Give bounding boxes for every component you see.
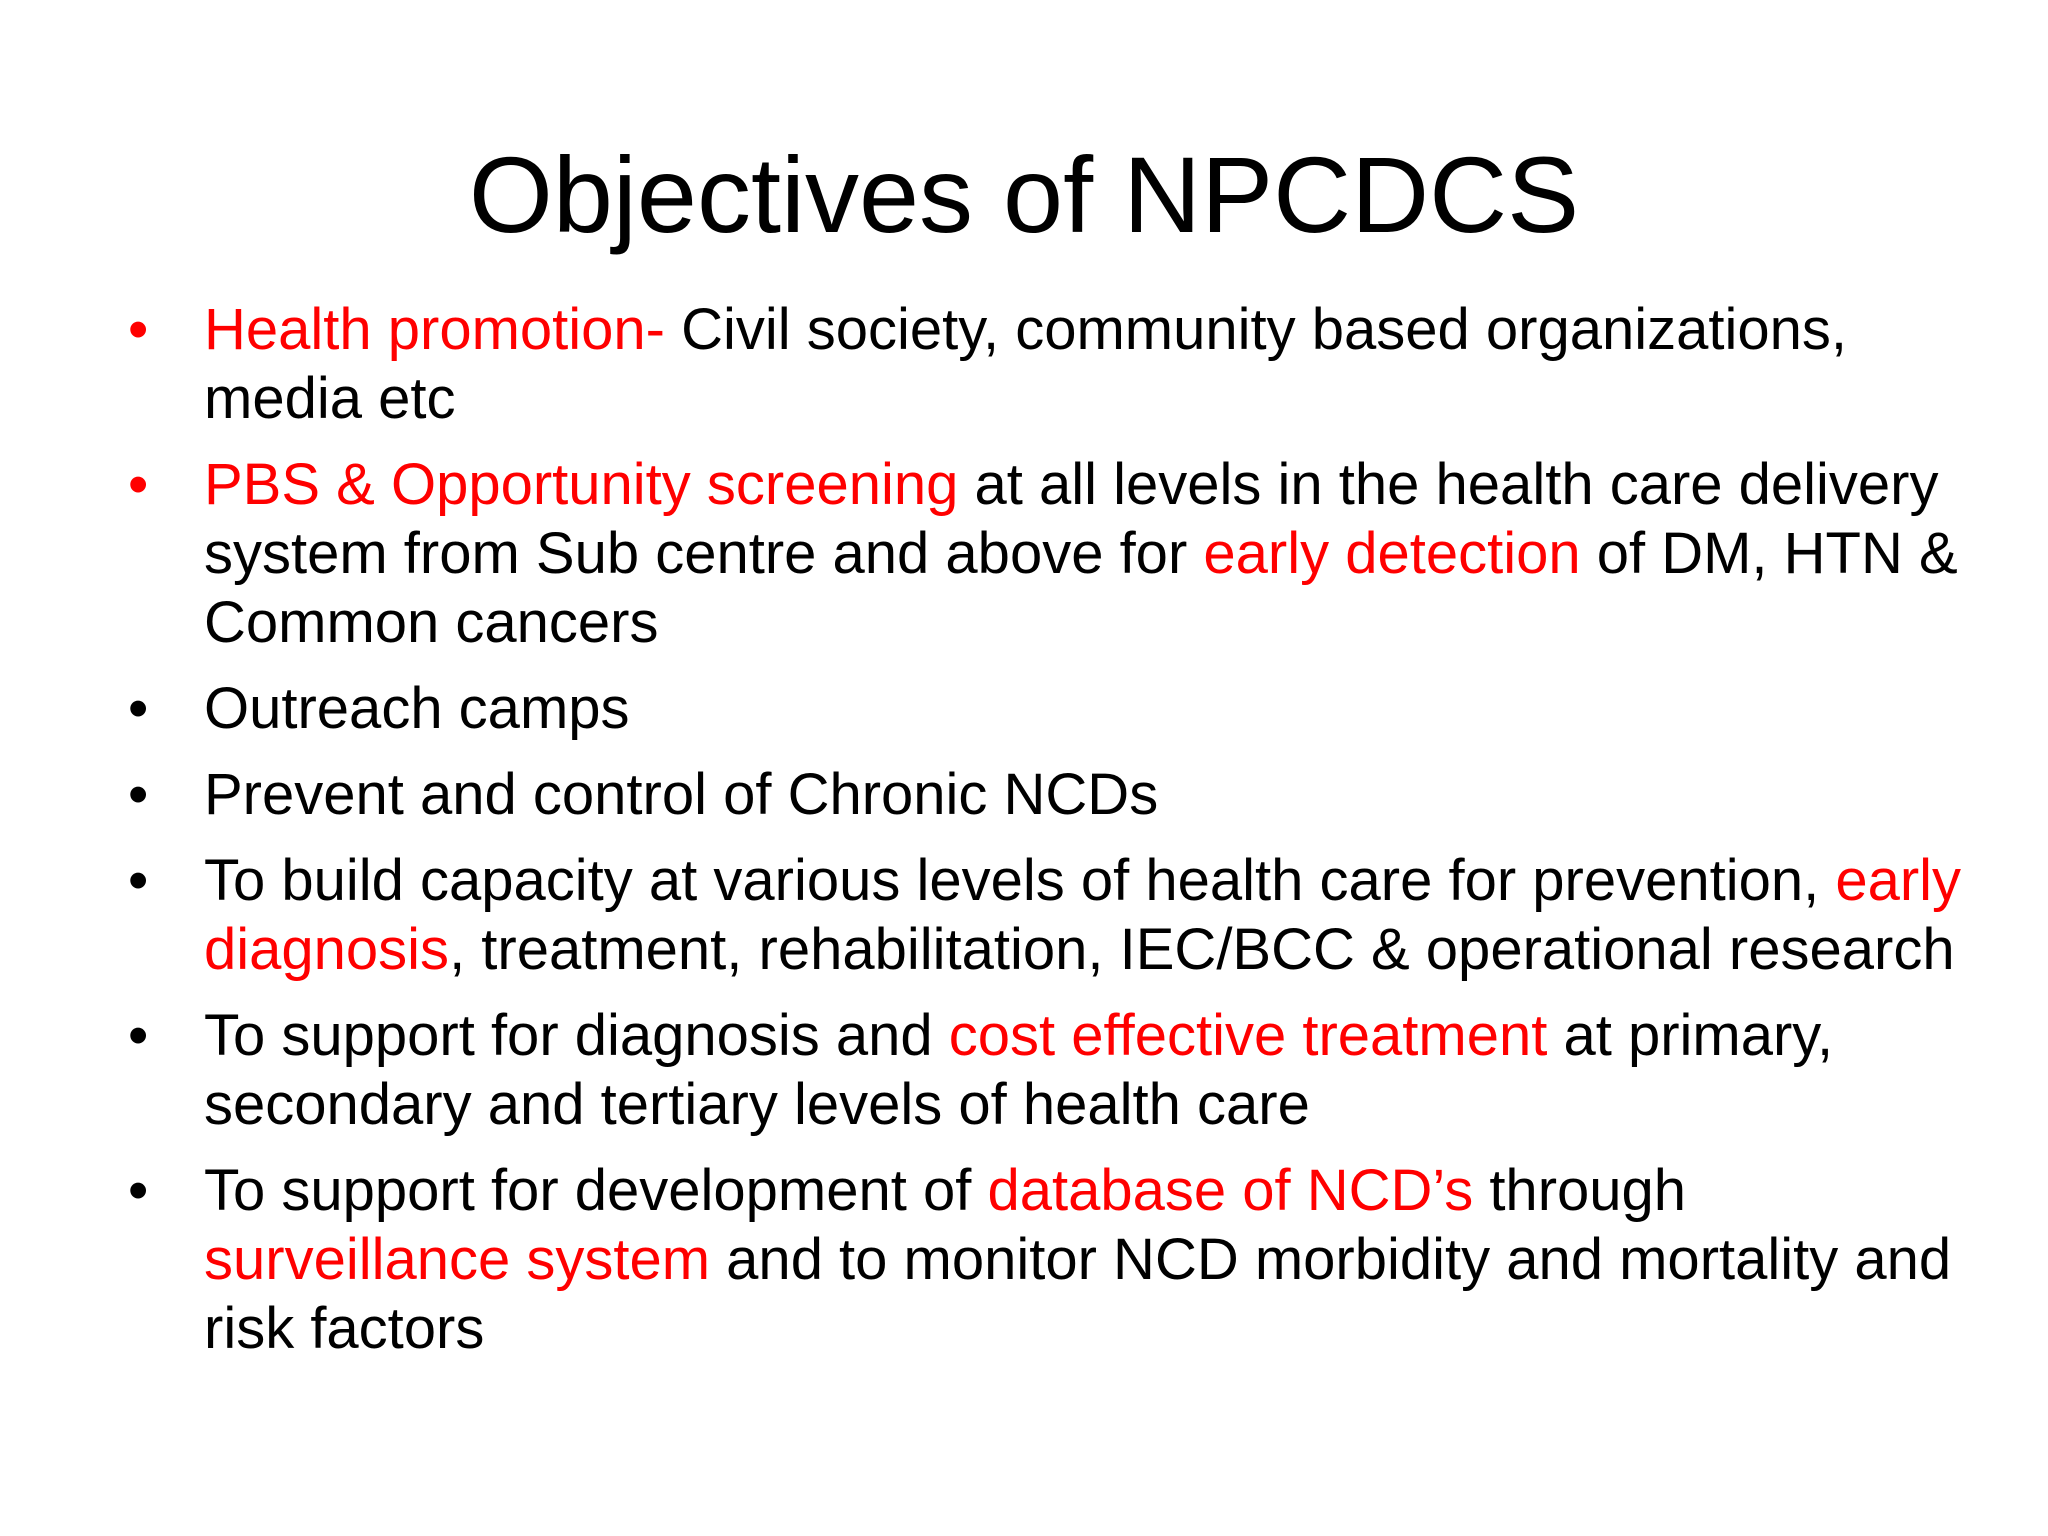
highlighted-text: early detection bbox=[1203, 521, 1581, 586]
bullet-text: Civil society, community based organizations, media etc bbox=[204, 297, 1847, 431]
bullet-marker-icon: • bbox=[128, 1003, 149, 1068]
bullet-item bbox=[120, 674, 2000, 743]
highlighted-text: cost effective treatment bbox=[948, 1003, 1548, 1068]
bullet-marker-icon: • bbox=[128, 848, 149, 913]
bullet-text: To build capacity at various levels of health care for prevention, bbox=[204, 848, 1836, 913]
bullet-text: at primary, secondary and tertiary levels of health care bbox=[204, 1003, 1834, 1137]
bullet-text: To support for development of bbox=[204, 1158, 988, 1223]
bullet-text: and to monitor NCD morbidity and mortality and risk factors bbox=[204, 1227, 1952, 1361]
bullet-item bbox=[120, 450, 2000, 657]
bullet-marker-icon: • bbox=[128, 452, 149, 517]
bullet-list bbox=[120, 295, 2000, 1380]
bullet-marker-icon: • bbox=[128, 1158, 149, 1223]
bullet-item bbox=[120, 846, 2000, 984]
bullet-text: through bbox=[1473, 1158, 1687, 1223]
bullet-text: Prevent and control of Chronic NCDs bbox=[204, 762, 1159, 827]
bullet-marker-icon: • bbox=[128, 676, 149, 741]
highlighted-text: early diagnosis bbox=[204, 848, 1962, 982]
bullet-marker-icon: • bbox=[128, 762, 149, 827]
bullet-text: Outreach camps bbox=[204, 676, 630, 741]
bullet-item bbox=[120, 295, 2000, 433]
highlighted-text: database of NCD’s bbox=[987, 1158, 1474, 1223]
highlighted-text: Health promotion- bbox=[204, 297, 682, 362]
bullet-item bbox=[120, 1156, 2000, 1363]
bullet-item bbox=[120, 1001, 2000, 1139]
bullet-text: , treatment, rehabilitation, IEC/BCC & operational research bbox=[449, 917, 1955, 982]
bullet-marker-icon: • bbox=[128, 297, 149, 362]
bullet-item bbox=[120, 760, 2000, 829]
slide-title: Objectives of NPCDCS bbox=[468, 134, 1580, 255]
highlighted-text: PBS & Opportunity screening bbox=[204, 452, 959, 517]
bullet-text: of DM, HTN & Common cancers bbox=[204, 521, 1958, 655]
highlighted-text: surveillance system bbox=[204, 1227, 711, 1292]
bullet-text: at all levels in the health care delivery system from Sub centre and above for bbox=[204, 452, 1939, 586]
bullet-text: To support for diagnosis and bbox=[204, 1003, 949, 1068]
